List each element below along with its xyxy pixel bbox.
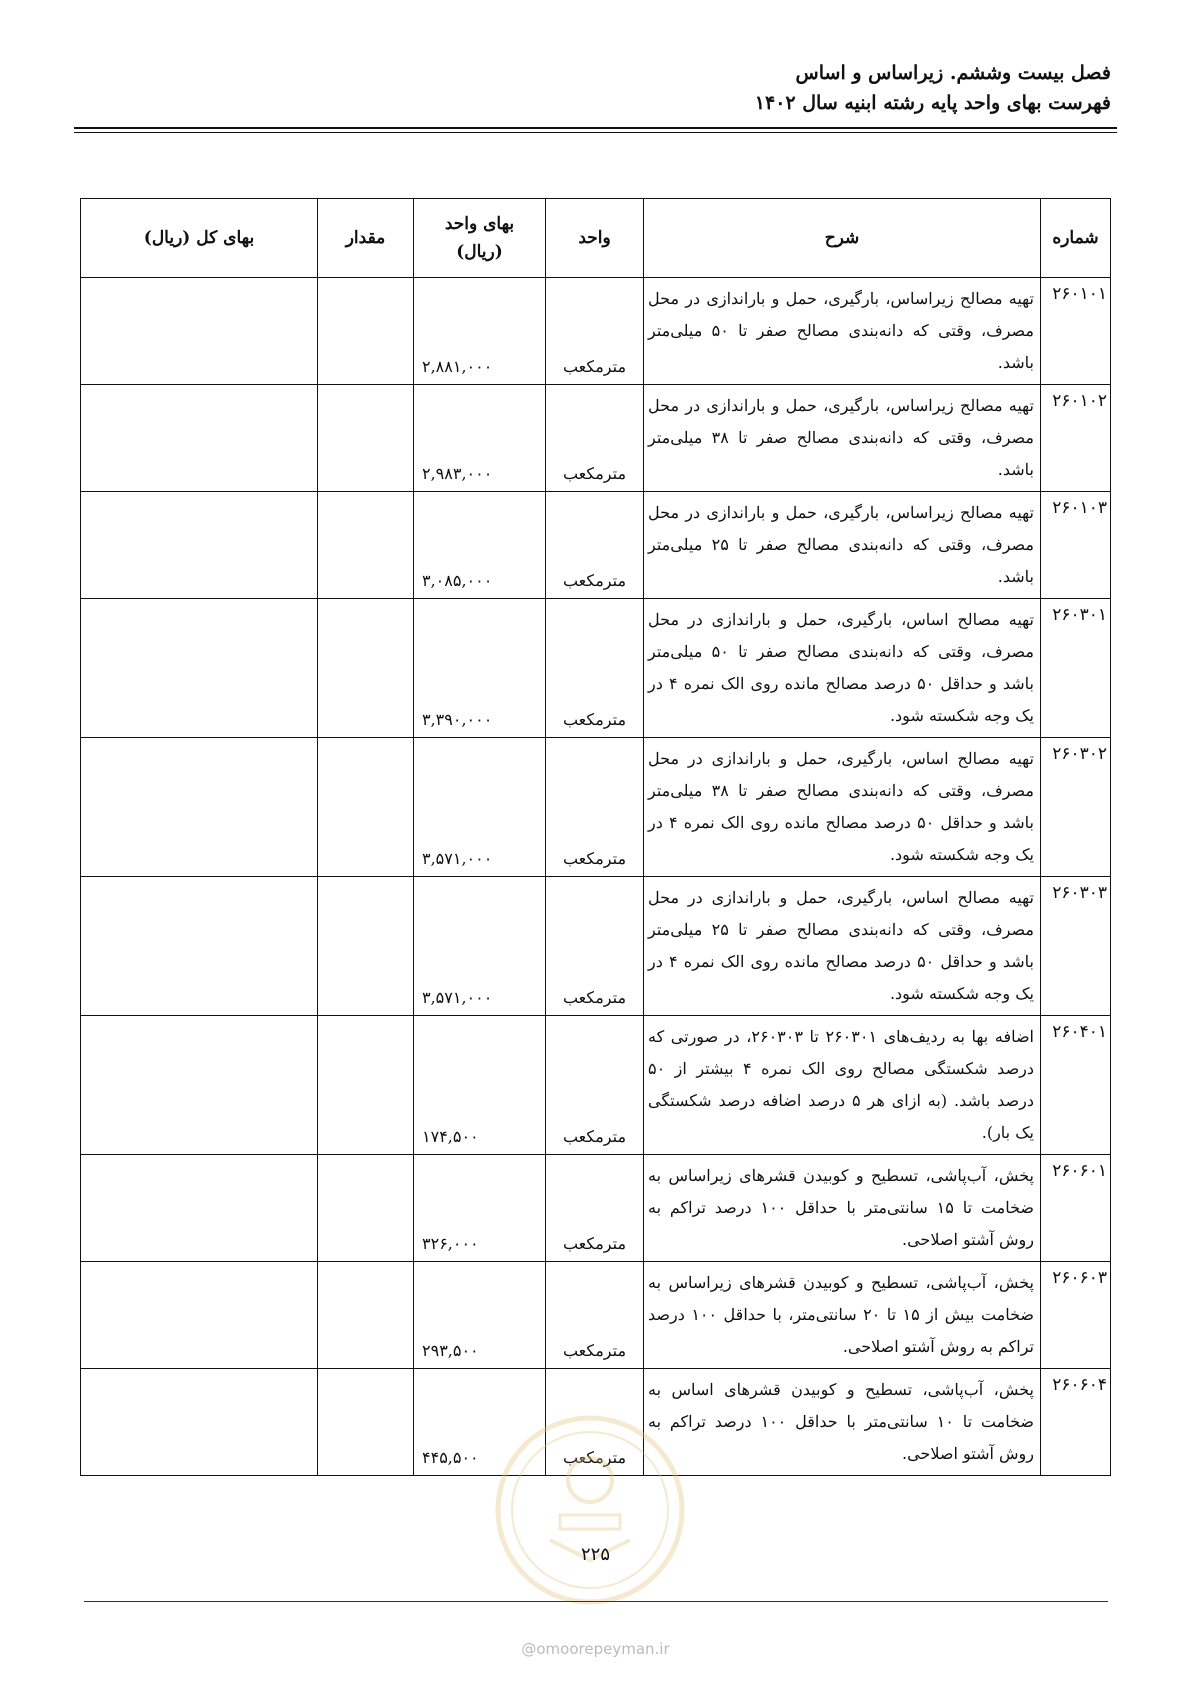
table-header-row xyxy=(81,199,1111,278)
item-unit: مترمکعب xyxy=(546,599,644,738)
item-unit-price: ۲,۹۸۳,۰۰۰ xyxy=(414,385,546,492)
item-unit-price: ۳,۰۸۵,۰۰۰ xyxy=(414,492,546,599)
item-code: ۲۶۰۳۰۳ xyxy=(1041,877,1111,1016)
column-header-code: شماره xyxy=(1041,199,1111,278)
item-quantity xyxy=(318,1155,414,1262)
item-description: پخش، آب‌پاشی، تسطیح و کوبیدن قشرهای اساس به ضخامت تا ۱۰ سانتی‌متر با حداقل ۱۰۰ درصد تراکم به روش آشتو اصلاحی. xyxy=(644,1369,1041,1476)
footer-rule xyxy=(84,1601,1108,1602)
item-description: تهیه مصالح زیراساس، بارگیری، حمل و باراندازی در محل مصرف، وقتی که دانه‌بندی مصالح صفر تا ۵۰ میلی‌متر باشد. xyxy=(644,278,1041,385)
item-unit-price: ۴۴۵,۵۰۰ xyxy=(414,1369,546,1476)
item-description: پخش، آب‌پاشی، تسطیح و کوبیدن قشرهای زیراساس به ضخامت بیش از ۱۵ تا ۲۰ سانتی‌متر، با حداقل ۱۰۰ درصد تراکم به روش آشتو اصلاحی. xyxy=(644,1262,1041,1369)
column-header-description: شرح xyxy=(644,199,1041,278)
table-row xyxy=(81,278,1111,385)
item-description: اضافه بها به ردیف‌های ۲۶۰۳۰۱ تا ۲۶۰۳۰۳، در صورتی که درصد شکستگی مصالح روی الک نمره ۴ بیشتر از ۵۰ درصد باشد. (به ازای هر ۵ درصد اضافه درصد شکستگی یک بار). xyxy=(644,1016,1041,1155)
item-code: ۲۶۰۶۰۱ xyxy=(1041,1155,1111,1262)
item-quantity xyxy=(318,1016,414,1155)
item-total xyxy=(81,1262,318,1369)
item-total xyxy=(81,278,318,385)
item-total xyxy=(81,1369,318,1476)
column-header-quantity: مقدار xyxy=(318,199,414,278)
item-unit: مترمکعب xyxy=(546,1155,644,1262)
item-unit-price: ۲۹۳,۵۰۰ xyxy=(414,1262,546,1369)
item-unit-price: ۱۷۴,۵۰۰ xyxy=(414,1016,546,1155)
item-total xyxy=(81,738,318,877)
item-unit: مترمکعب xyxy=(546,385,644,492)
price-table xyxy=(80,198,1111,1476)
item-code: ۲۶۰۴۰۱ xyxy=(1041,1016,1111,1155)
item-unit: مترمکعب xyxy=(546,278,644,385)
item-total xyxy=(81,1016,318,1155)
item-total xyxy=(81,599,318,738)
table-row xyxy=(81,1262,1111,1369)
item-unit: مترمکعب xyxy=(546,1016,644,1155)
item-unit: مترمکعب xyxy=(546,877,644,1016)
table-row xyxy=(81,385,1111,492)
column-header-unit: واحد xyxy=(546,199,644,278)
table-row xyxy=(81,877,1111,1016)
item-unit-price: ۳۲۶,۰۰۰ xyxy=(414,1155,546,1262)
site-watermark: @omoorepeyman.ir xyxy=(521,1640,670,1658)
item-code: ۲۶۰۶۰۳ xyxy=(1041,1262,1111,1369)
item-total xyxy=(81,877,318,1016)
unit-price-label: بهای واحد (ریال) xyxy=(444,214,515,262)
item-unit: مترمکعب xyxy=(546,492,644,599)
item-unit-price: ۲,۸۸۱,۰۰۰ xyxy=(414,278,546,385)
document-title: فهرست بهای واحد پایه رشته ابنیه سال ۱۴۰۲ xyxy=(754,92,1111,114)
item-quantity xyxy=(318,278,414,385)
item-code: ۲۶۰۳۰۲ xyxy=(1041,738,1111,877)
item-quantity xyxy=(318,1369,414,1476)
item-unit-price: ۳,۵۷۱,۰۰۰ xyxy=(414,738,546,877)
item-code: ۲۶۰۳۰۱ xyxy=(1041,599,1111,738)
column-header-total: بهای کل (ریال) xyxy=(81,199,318,278)
item-unit: مترمکعب xyxy=(546,1262,644,1369)
item-unit-price: ۳,۳۹۰,۰۰۰ xyxy=(414,599,546,738)
table-row xyxy=(81,1016,1111,1155)
item-code: ۲۶۰۱۰۱ xyxy=(1041,278,1111,385)
item-quantity xyxy=(318,1262,414,1369)
item-total xyxy=(81,385,318,492)
header-rule-thin xyxy=(74,132,1117,133)
item-description: پخش، آب‌پاشی، تسطیح و کوبیدن قشرهای زیراساس به ضخامت تا ۱۵ سانتی‌متر با حداقل ۱۰۰ درصد تراکم به روش آشتو اصلاحی. xyxy=(644,1155,1041,1262)
table-row xyxy=(81,599,1111,738)
item-description: تهیه مصالح اساس، بارگیری، حمل و باراندازی در محل مصرف، وقتی که دانه‌بندی مصالح صفر تا ۵۰ میلی‌متر باشد و حداقل ۵۰ درصد مصالح مانده روی الک نمره ۴ در یک وجه شکسته شود. xyxy=(644,599,1041,738)
item-description: تهیه مصالح اساس، بارگیری، حمل و باراندازی در محل مصرف، وقتی که دانه‌بندی مصالح صفر تا ۳۸ میلی‌متر باشد و حداقل ۵۰ درصد مصالح مانده روی الک نمره ۴ در یک وجه شکسته شود. xyxy=(644,738,1041,877)
table-row xyxy=(81,738,1111,877)
page-header xyxy=(755,58,1111,118)
table-row xyxy=(81,492,1111,599)
item-unit: مترمکعب xyxy=(546,738,644,877)
page-number: ۲۲۵ xyxy=(580,1544,610,1565)
item-total xyxy=(81,1155,318,1262)
item-code: ۲۶۰۱۰۲ xyxy=(1041,385,1111,492)
item-unit-price: ۳,۵۷۱,۰۰۰ xyxy=(414,877,546,1016)
item-quantity xyxy=(318,385,414,492)
column-header-unit-price xyxy=(414,199,546,278)
item-quantity xyxy=(318,877,414,1016)
item-description: تهیه مصالح زیراساس، بارگیری، حمل و باراندازی در محل مصرف، وقتی که دانه‌بندی مصالح صفر تا ۳۸ میلی‌متر باشد. xyxy=(644,385,1041,492)
item-quantity xyxy=(318,738,414,877)
item-unit: مترمکعب xyxy=(546,1369,644,1476)
item-description: تهیه مصالح زیراساس، بارگیری، حمل و باراندازی در محل مصرف، وقتی که دانه‌بندی مصالح صفر تا ۲۵ میلی‌متر باشد. xyxy=(644,492,1041,599)
item-code: ۲۶۰۶۰۴ xyxy=(1041,1369,1111,1476)
item-description: تهیه مصالح اساس، بارگیری، حمل و باراندازی در محل مصرف، وقتی که دانه‌بندی مصالح صفر تا ۲۵ میلی‌متر باشد و حداقل ۵۰ درصد مصالح مانده روی الک نمره ۴ در یک وجه شکسته شود. xyxy=(644,877,1041,1016)
item-code: ۲۶۰۱۰۳ xyxy=(1041,492,1111,599)
header-rule-thick xyxy=(74,127,1117,129)
chapter-title: فصل بیست وششم. زیراساس و اساس xyxy=(795,62,1111,84)
item-quantity xyxy=(318,599,414,738)
item-total xyxy=(81,492,318,599)
item-quantity xyxy=(318,492,414,599)
table-row xyxy=(81,1155,1111,1262)
watermark-seal-icon xyxy=(490,1410,690,1610)
